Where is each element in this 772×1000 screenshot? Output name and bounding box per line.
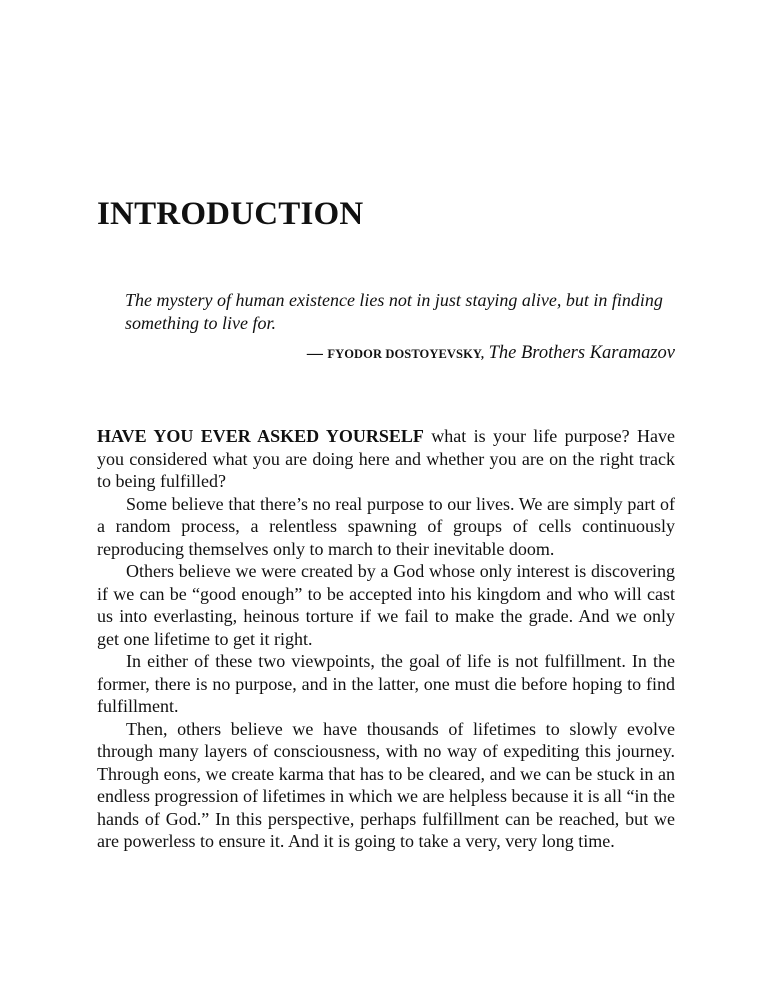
paragraph-3: Others believe we were created by a God whose only interest is discovering if we can be “good enough” to be accepted into his kingdom and who will cast us into everlasting, heinous torture if we fail to make the grade. And we only get one lifetime to get it right. (97, 561, 675, 649)
attribution-dash: — (306, 345, 323, 362)
epigraph-quote: The mystery of human existence lies not in just staying alive, but in finding something to live for. (125, 290, 663, 333)
paragraph-5: Then, others believe we have thousands of lifetimes to slowly evolve through many layers of consciousness, with no way of expediting this journey. Through eons, we create karma that has to be cleared, and we can be stuck in an endless progression of lifetimes in which we are helpless because it is all “in the hands of God.” In this perspective, perhaps fulfillment can be reached, but we are powerless to ensure it. And it is going to take a very, very long time. (97, 718, 675, 851)
paragraph-4: In either of these two viewpoints, the goal of life is not fulfillment. In the former, there is no purpose, and in the latter, one must die before hoping to find fulfillment. (97, 651, 675, 716)
epigraph-attribution (125, 340, 675, 366)
epigraph-work-title: The Brothers Karamazov (488, 343, 675, 363)
chapter-title: INTRODUCTION (97, 196, 364, 232)
paragraph-lead-in: HAVE YOU EVER ASKED YOURSELF (97, 426, 424, 446)
body-text (97, 425, 675, 853)
paragraph-1 (97, 425, 675, 493)
epigraph (125, 289, 675, 366)
epigraph-author: FYODOR DOSTOYEVSKY, (327, 347, 485, 361)
paragraph-2: Some believe that there’s no real purpose to our lives. We are simply part of a random process, a relentless spawning of groups of cells continuously reproducing themselves only to march to their inevitable doom. (97, 493, 675, 559)
paragraph-1-text: what is your life purpose? Have you considered what you are doing here and whether you are on the right track to being fulfilled? (97, 426, 675, 491)
